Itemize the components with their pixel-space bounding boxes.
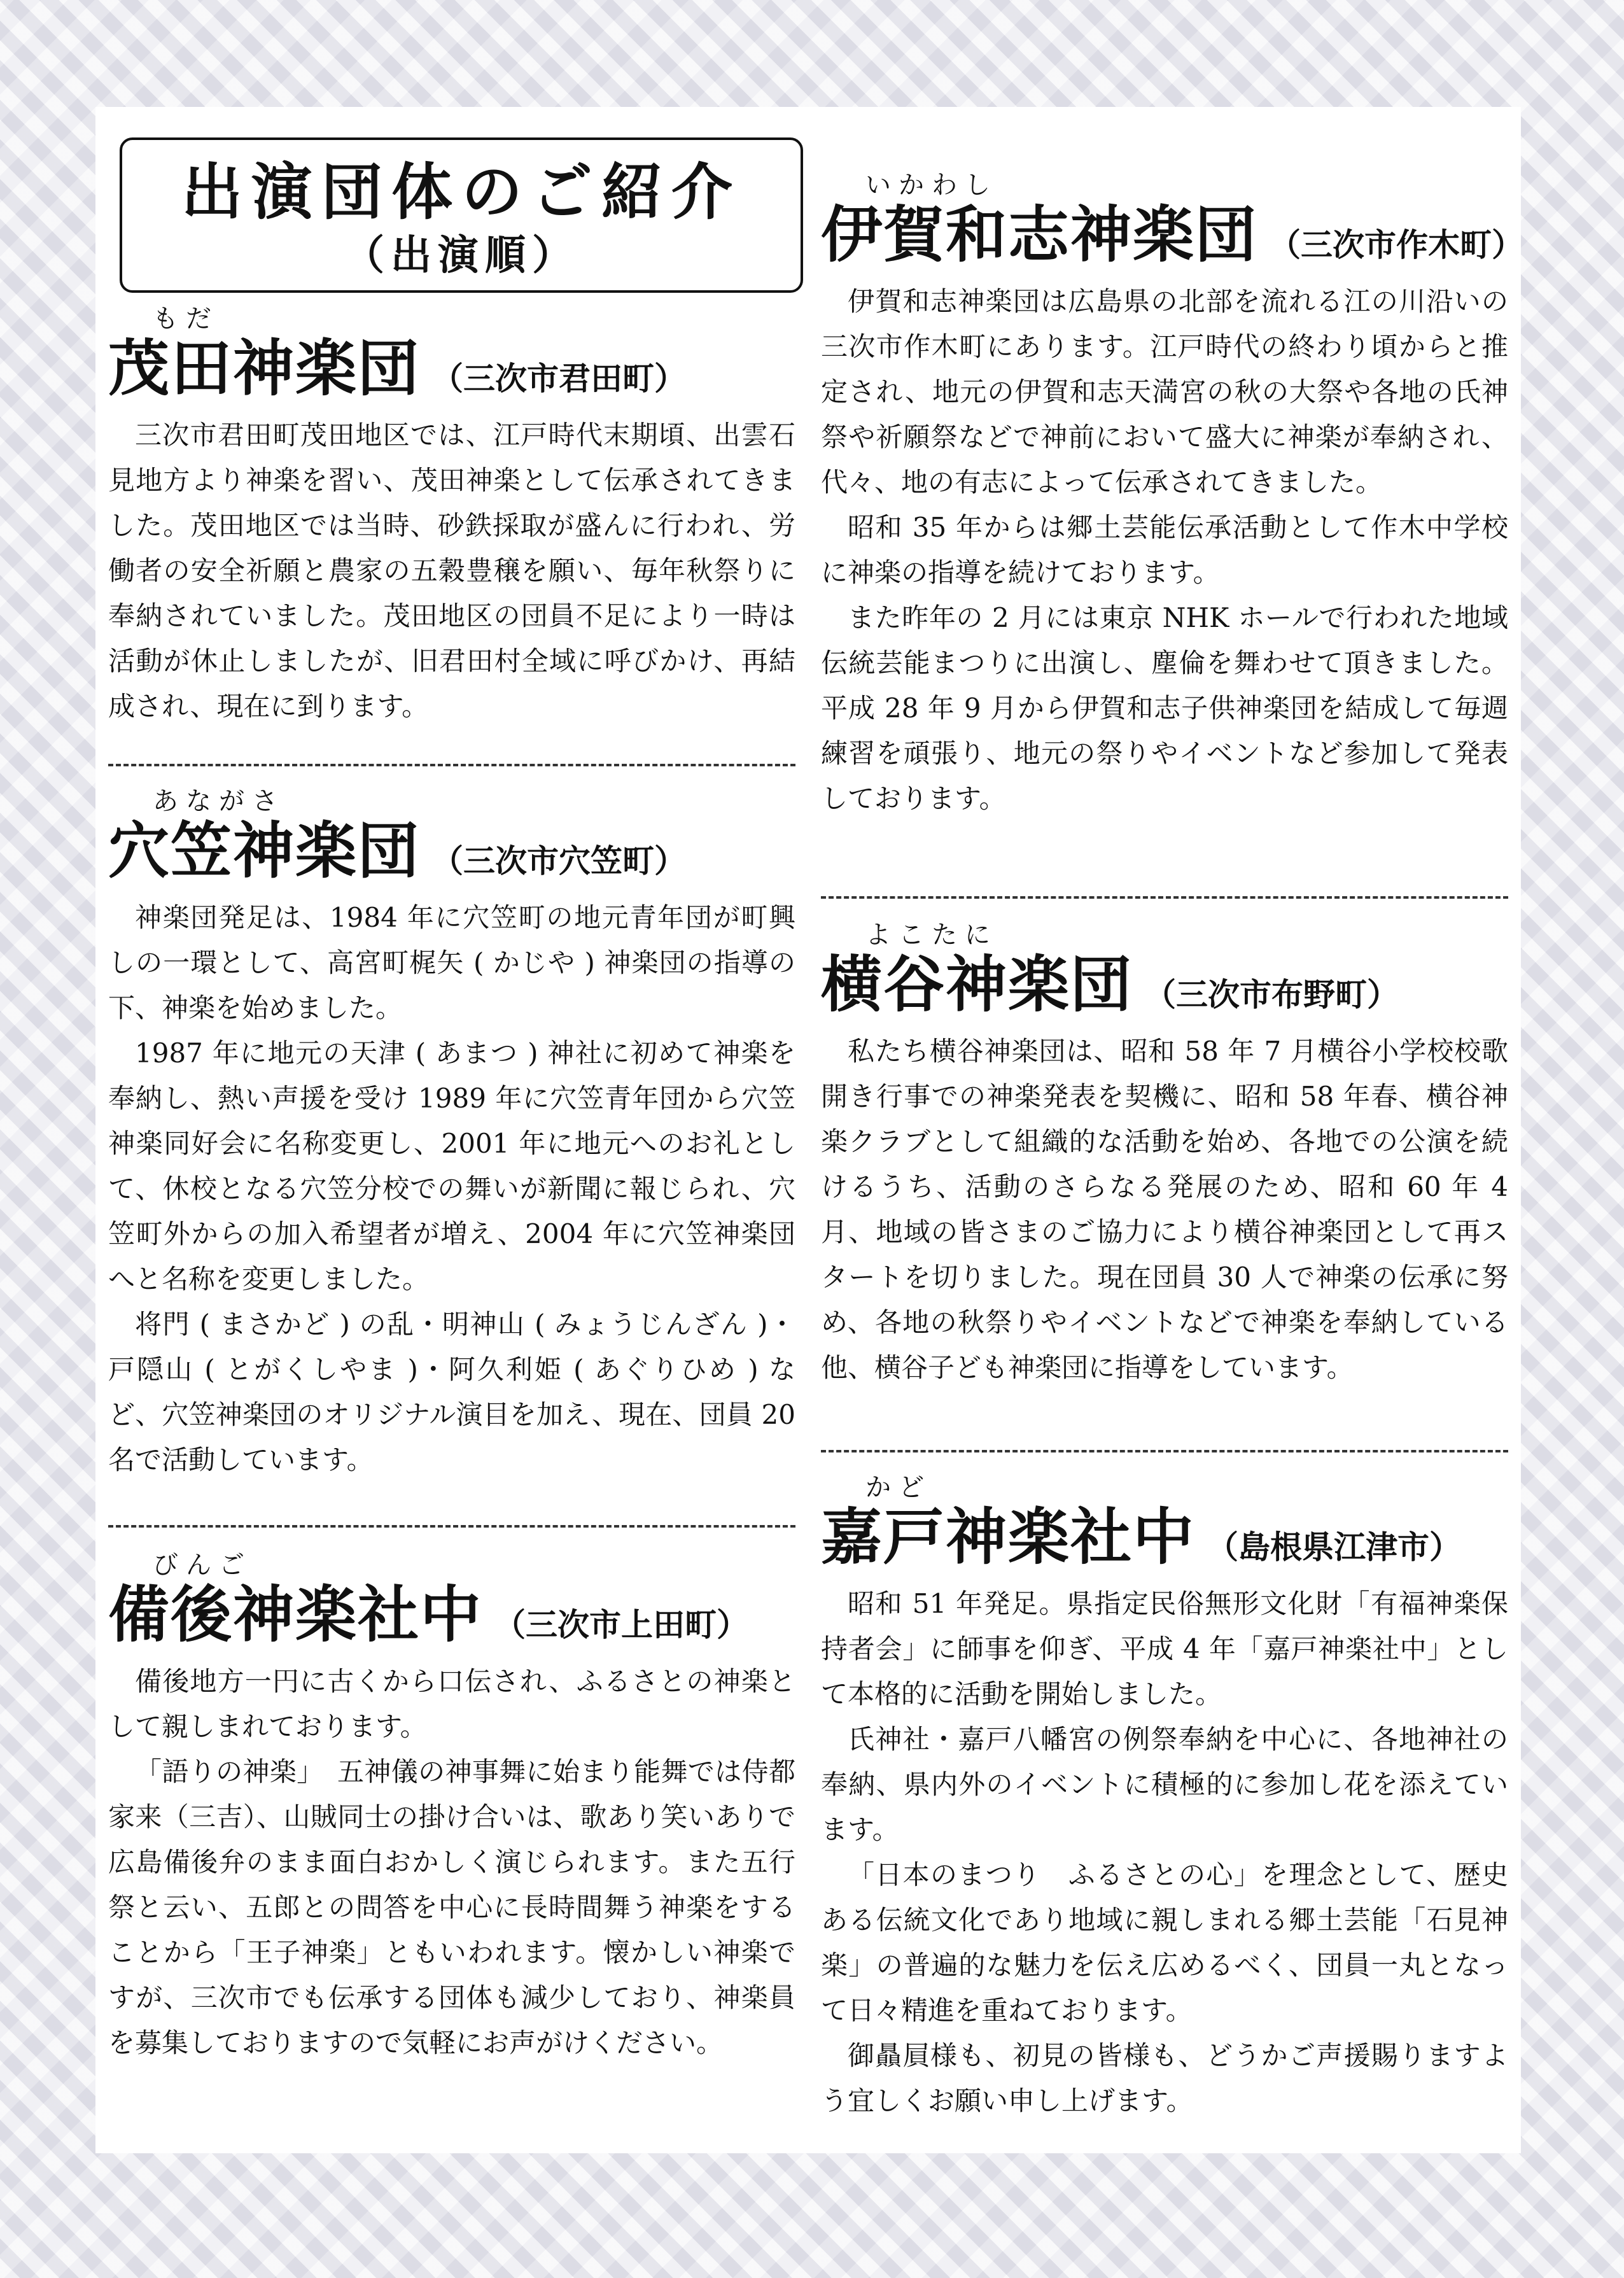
section-divider [108, 764, 795, 766]
group-reading: いかわし [865, 171, 998, 200]
group-reading: よこたに [865, 920, 998, 950]
paragraph: 三次市君田町茂田地区では、江戸時代末期頃、出雲石見地方より神楽を習い、茂田神楽として伝承されてきました。茂田地区では当時、砂鉄採取が盛んに行われ、労働者の安全祈願と農家の五穀豊穣を願い、毎年秋祭りに奉納されていました。茂田地区の団員不足により一時は活動が休止しましたが、旧君田村全域に呼びかけ、再結成され、現在に到ります。 [108, 419, 795, 722]
group-location: （三次市穴笠町） [431, 842, 686, 880]
group-description [821, 279, 1508, 821]
paragraph: 氏神社・嘉戸八幡宮の例祭奉納を中心に、各地神社の奉納、県内外のイベントに積極的に参加し花を添えています。 [821, 1724, 1508, 1845]
page-title: 出演団体のご紹介 [181, 156, 741, 228]
group-location: （三次市君田町） [431, 360, 686, 397]
group-location: （三次市上田町） [494, 1606, 748, 1643]
paragraph: 1987 年に地元の天津 ( あまつ ) 神社に初めて神楽を奉納し、熱い声援を受け 1989 年に穴笠青年団から穴笠神楽同好会に名称変更し、2001 年に地元へのお礼として、休校となる穴笠分校での舞いが新聞に報じられ、穴笠町外からの加入希望者が増え、2004 年に穴笠神楽団へと名称を変更しました。 [108, 1037, 795, 1295]
group-heading [821, 199, 1523, 271]
group-reading: びんご [153, 1550, 252, 1580]
group-name: 備後神楽社中 [108, 1578, 482, 1650]
group-name: 横谷神楽団 [821, 948, 1133, 1020]
paragraph: 備後地方一円に古くから口伝され、ふるさとの神楽として親しまれております。 [108, 1666, 795, 1742]
title-box [120, 137, 803, 293]
group-yokotani [821, 920, 1508, 1390]
group-location: （三次市布野町） [1144, 976, 1399, 1013]
group-reading: かど [865, 1473, 932, 1502]
group-moda [108, 304, 795, 729]
page-subtitle: （出演順） [344, 232, 579, 279]
group-heading [108, 334, 795, 405]
section-divider [821, 1450, 1508, 1452]
group-heading [108, 1580, 795, 1651]
group-heading [821, 1502, 1508, 1573]
page-sheet [95, 107, 1521, 2153]
paragraph: 伊賀和志神楽団は広島県の北部を流れる江の川沿いの三次市作木町にあります。江戸時代の終わり頃からと推定され、地元の伊賀和志天満宮の秋の大祭や各地の氏神祭や祈願祭などで神前において盛大に神楽が奉納され、代々、地の有志によって伝承されてきました。 [821, 286, 1508, 498]
group-name: 茂田神楽団 [108, 332, 420, 404]
paragraph: 「日本のまつり ふるさとの心」を理念として、歴史ある伝統文化であり地域に親しまれる郷土芸能「石見神楽」の普遍的な魅力を伝え広めるべく、団員一丸となって日々精進を重ねております。 [821, 1859, 1508, 2026]
paragraph: 御贔屓様も、初見の皆様も、どうかご声援賜りますよう宜しくお願い申し上げます。 [821, 2040, 1508, 2116]
group-description [108, 1659, 795, 2065]
paragraph: 将門 ( まさかど ) の乱・明神山 ( みょうじんざん )・戸隠山 ( とがくしやま )・阿久利姫 ( あぐりひめ ) など、穴笠神楽団のオリジナル演目を加え、現在、団員 20 名で活動しています。 [108, 1309, 795, 1475]
group-reading: あながさ [153, 787, 285, 816]
group-bingo [108, 1550, 795, 2065]
paragraph: 昭和 51 年発足。県指定民俗無形文化財「有福神楽保持者会」に師事を仰ぎ、平成 4 年「嘉戸神楽社中」として本格的に活動を開始しました。 [821, 1588, 1508, 1710]
group-description [821, 1029, 1508, 1390]
paragraph: 私たち横谷神楽団は、昭和 58 年 7 月横谷小学校校歌開き行事での神楽発表を契機に、昭和 58 年春、横谷神楽クラブとして組織的な活動を始め、各地での公演を続けるうち、活動のさらなる発展のため、昭和 60 年 4 月、地域の皆さまのご協力により横谷神楽団として再スタートを切りました。現在団員 30 人で神楽の伝承に努め、各地の秋祭りやイベントなどで神楽を奉納している他、横谷子ども神楽団に指導をしています。 [821, 1036, 1508, 1383]
section-divider [821, 896, 1508, 899]
group-location: （三次市作木町） [1269, 226, 1523, 264]
paragraph: 神楽団発足は、1984 年に穴笠町の地元青年団が町興しの一環として、高宮町梶矢 ( かじや ) 神楽団の指導の下、神楽を始めました。 [108, 902, 795, 1023]
group-description [108, 895, 795, 1482]
group-name: 嘉戸神楽社中 [821, 1501, 1195, 1573]
paragraph: また昨年の 2 月には東京 NHK ホールで行われた地域伝統芸能まつりに出演し、塵倫を舞わせて頂きました。平成 28 年 9 月から伊賀和志子供神楽団を結成して毎週練習を頑張り、地元の祭りやイベントなど参加して発表しております。 [821, 602, 1508, 814]
section-divider [108, 1525, 795, 1528]
group-description [821, 1581, 1508, 2123]
group-reading: もだ [153, 304, 219, 334]
group-name: 伊賀和志神楽団 [821, 199, 1257, 271]
group-kado [821, 1473, 1508, 2123]
group-heading [108, 816, 795, 887]
paragraph: 昭和 35 年からは郷土芸能伝承活動として作木中学校に神楽の指導を続けております。 [821, 512, 1508, 588]
group-heading [821, 950, 1508, 1021]
group-name: 穴笠神楽団 [108, 815, 420, 887]
group-description [108, 412, 795, 729]
group-ikawashi [821, 171, 1523, 821]
group-location: （島根県江津市） [1207, 1528, 1461, 1566]
group-anagasa [108, 787, 795, 1482]
paragraph: 「語りの神楽」 五神儀の神事舞に始まり能舞では侍都家来（三吉）、山賊同士の掛け合いは、歌あり笑いありで広島備後弁のまま面白おかしく演じられます。また五行祭と云い、五郎との問答を中心に長時間舞う神楽をすることから「王子神楽」ともいわれます。懐かしい神楽ですが、三次市でも伝承する団体も減少しており、神楽員を募集しておりますので気軽にお声がけください。 [108, 1756, 795, 2058]
